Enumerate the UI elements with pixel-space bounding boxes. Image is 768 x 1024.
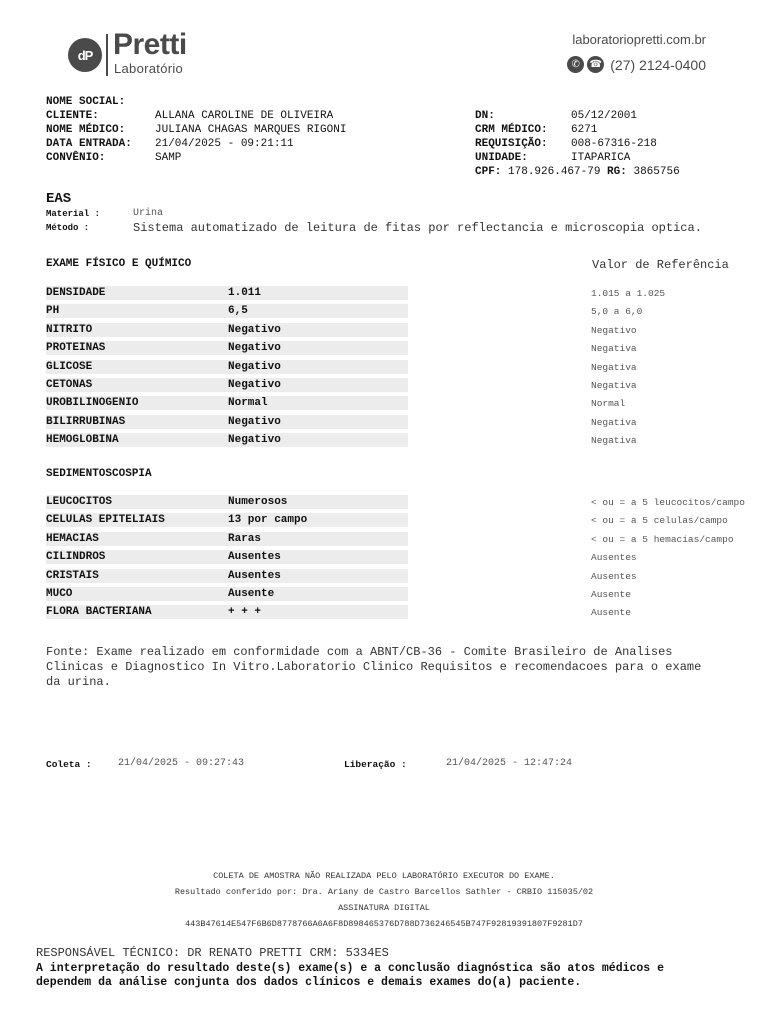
coleta-value: 21/04/2025 - 09:27:43 [118,758,245,769]
cliente-label: CLIENTE: [46,110,99,122]
section-sediment-title: SEDIMENTOSCOSPIA [46,468,152,480]
result-value: Ausente [228,588,275,600]
result-name: BILIRRUBINAS [46,415,126,428]
footer-digital-signature-label: ASSINATURA DIGITAL [338,903,430,913]
footer-signature-hash: 443B47614E547F6B6D8778766A6A6F8D898465376D788D736246545B747F92819391807F9281D7 [185,919,583,929]
phone-icon: ☎ [587,56,604,73]
result-reference: Ausente [591,589,631,600]
convenio-value: SAMP [155,152,182,164]
nome-social-label: NOME SOCIAL: [46,96,126,108]
result-name: UROBILINOGENIO [46,397,139,410]
metodo-label: Método : [46,223,90,233]
result-name: HEMOGLOBINA [46,434,119,447]
result-name: HEMACIAS [46,532,99,545]
lab-logo-mark: dP [68,38,102,72]
result-reference: 5,0 a 6,0 [591,306,643,318]
requisicao-value: 008-67316-218 [571,138,657,150]
result-value: Ausentes [228,551,281,564]
exam-title: EAS [46,191,72,207]
result-name: NITRITO [46,323,93,336]
medico-value: JULIANA CHAGAS MARQUES RIGONI [155,124,347,136]
liberacao-label: Liberação : [344,759,407,770]
cliente-value: ALLANA CAROLINE DE OLIVEIRA [155,110,334,122]
footer-collection-note: COLETA DE AMOSTRA NÃO REALIZADA PELO LABORATÓRIO EXECUTOR DO EXAME. [213,871,555,881]
result-reference: < ou = a 5 celulas/campo [591,515,728,527]
coleta-label: Coleta : [46,759,92,770]
result-row [46,378,408,392]
result-name: FLORA BACTERIANA [46,606,152,619]
result-reference: Ausentes [591,552,637,564]
result-value: + + + [228,606,262,619]
result-name: DENSIDADE [46,287,106,299]
result-value: Negativo [228,342,281,355]
rg-value: 3865756 [633,166,680,178]
result-reference: Negativa [591,361,637,373]
result-reference: Ausente [591,607,631,619]
result-row [46,360,408,374]
cpf-label: CPF: [475,166,502,178]
result-value: 6,5 [228,305,248,318]
result-value: 13 por campo [228,514,308,527]
result-value: Negativo [228,379,281,391]
result-reference: Negativa [591,435,637,447]
result-name: LEUCOCITOS [46,496,113,508]
result-reference: Negativo [591,324,637,336]
result-reference: < ou = a 5 hemacias/campo [591,533,734,545]
result-name: CILINDROS [46,551,106,564]
cpf-value: 178.926.467-79 [508,166,601,178]
result-row [46,304,408,318]
result-value: Negativo [228,323,281,336]
result-row [46,532,408,546]
result-reference: Ausentes [591,570,637,582]
footer-verified-by: Resultado conferido por: Dra. Ariany de Castro Barcellos Sathler - CRBIO 115035/02 [174,887,594,897]
section-physical-title: EXAME FÍSICO E QUÍMICO [46,258,192,270]
result-name: CELULAS EPITELIAIS [46,514,165,527]
result-reference: Negativa [591,380,637,391]
material-value: Urina [133,208,164,219]
result-reference: 1.015 a 1.025 [591,288,666,299]
crm-label: CRM MÉDICO: [475,124,548,136]
material-label: Material : [46,209,101,219]
lab-website: laboratoriopretti.com.br [572,32,706,47]
result-value: Negativo [228,434,281,447]
entrada-label: DATA ENTRADA: [46,138,132,150]
fonte-line: da urina. [46,675,111,689]
lab-logo-name: Pretti [113,28,187,61]
result-name: PROTEINAS [46,342,106,355]
reference-header: Valor de Referência [592,258,729,272]
result-value: Raras [228,532,262,545]
dn-label: DN: [475,110,495,122]
lab-logo-subtitle: Laboratório [114,61,184,76]
result-row [46,587,408,601]
result-value: Negativo [228,360,281,373]
result-value: Normal [228,397,268,410]
dn-value: 05/12/2001 [571,110,638,122]
result-reference: Negativa [591,343,637,355]
whatsapp-icon: ✆ [567,56,584,73]
result-value: 1.011 [228,287,262,299]
responsible-technician: RESPONSÁVEL TÉCNICO: DR RENATO PRETTI CRM: 5334ES [36,946,389,960]
result-reference: < ou = a 5 leucocitos/campo [591,497,745,508]
crm-value: 6271 [571,124,598,136]
medico-label: NOME MÉDICO: [46,124,126,136]
lab-phone: (27) 2124-0400 [610,56,706,73]
liberacao-value: 21/04/2025 - 12:47:24 [446,758,573,769]
convenio-label: CONVÊNIO: [46,152,106,164]
logo-divider [106,34,108,76]
result-reference: Negativa [591,416,637,428]
requisicao-label: REQUISIÇÃO: [475,138,548,150]
result-name: CRISTAIS [46,569,99,582]
result-value: Negativo [228,415,281,428]
unidade-value: ITAPARICA [571,152,631,164]
fonte-line: Clinicas e Diagnostico In Vitro.Laboratorio Clinico Requisitos e recomendacoes para o exame [46,660,702,674]
result-name: GLICOSE [46,360,93,373]
cpf-rg-line [475,166,680,178]
rg-label: RG: [607,166,627,178]
result-row [46,323,408,337]
entrada-value: 21/04/2025 - 09:21:11 [155,138,294,150]
result-row [46,569,408,583]
unidade-label: UNIDADE: [475,152,528,164]
result-name: CETONAS [46,379,93,391]
lab-phone-row [567,56,706,73]
result-value: Ausentes [228,569,281,582]
result-name: MUCO [46,588,73,600]
disclaimer-line: A interpretação do resultado deste(s) exame(s) e a conclusão diagnóstica são atos médicos e [36,962,665,975]
fonte-line: Fonte: Exame realizado em conformidade com a ABNT/CB-36 - Comite Brasileiro de Analises [46,645,673,659]
disclaimer-line: dependem da análise conjunta dos dados clínicos e demais exames do(a) paciente. [36,976,582,989]
metodo-value: Sistema automatizado de leitura de fitas por reflectancia e microscopia optica. [133,221,702,235]
result-value: Numerosos [228,496,288,508]
result-reference: Normal [591,398,626,410]
result-name: PH [46,305,60,318]
